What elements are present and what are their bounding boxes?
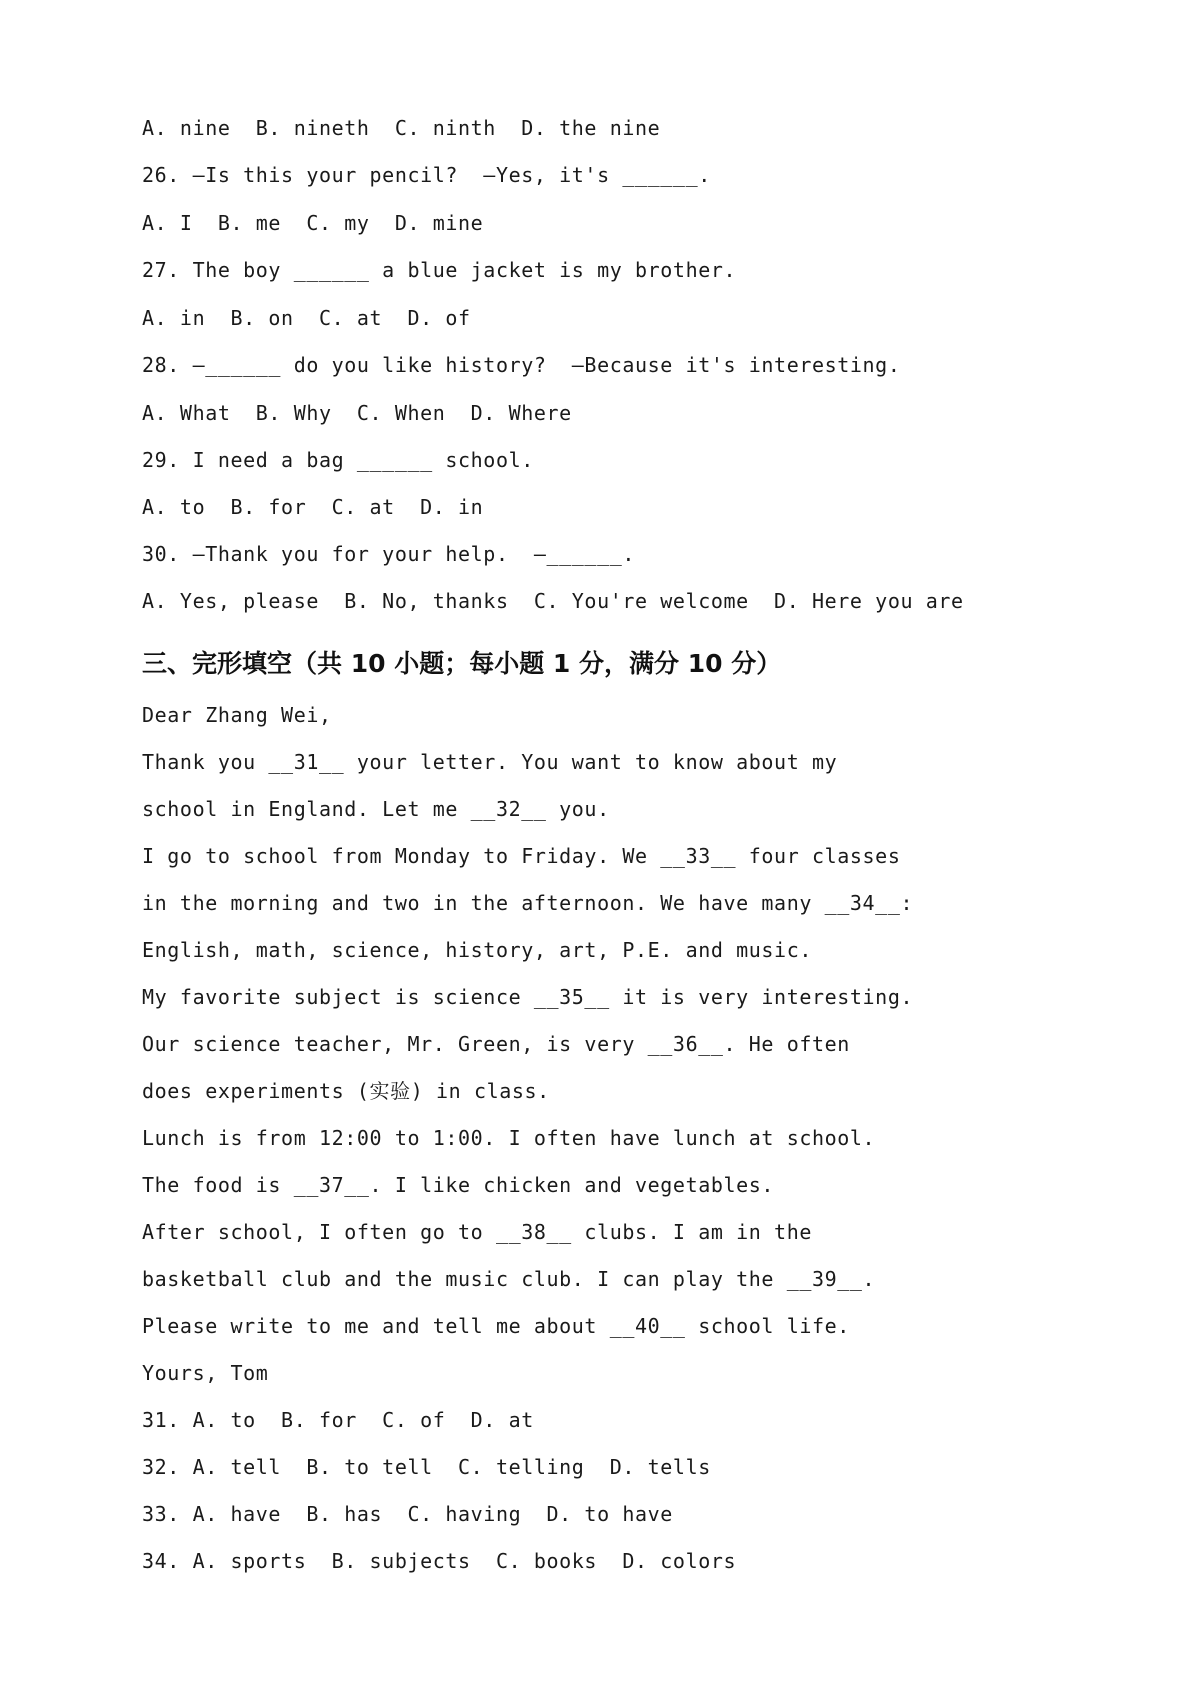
q28-options: A. What B. Why C. When D. Where <box>142 401 572 425</box>
passage-line: English, math, science, history, art, P.E. and music. <box>142 938 812 962</box>
passage-line: After school, I often go to __38__ clubs. I am in the <box>142 1220 812 1244</box>
q31-options: 31. A. to B. for C. of D. at <box>142 1408 534 1432</box>
passage-line: basketball club and the music club. I can play the __39__. <box>142 1267 876 1291</box>
q30-options: A. Yes, please B. No, thanks C. You're welcome D. Here you are <box>142 589 964 613</box>
q30-question: 30. —Thank you for your help. —______. <box>142 542 635 566</box>
passage-line: Thank you __31__ your letter. You want to know about my <box>142 750 838 774</box>
passage-line: Dear Zhang Wei, <box>142 703 332 727</box>
q32-options: 32. A. tell B. to tell C. telling D. tells <box>142 1455 711 1479</box>
section3-heading: 三、完形填空（共 10 小题；每小题 1 分，满分 10 分） <box>142 649 782 678</box>
q29-question: 29. I need a bag ______ school. <box>142 448 534 472</box>
passage-line: I go to school from Monday to Friday. We __33__ four classes <box>142 844 901 868</box>
q33-options: 33. A. have B. has C. having D. to have <box>142 1502 673 1526</box>
passage-line: Please write to me and tell me about __40__ school life. <box>142 1314 850 1338</box>
passage-line: My favorite subject is science __35__ it is very interesting. <box>142 985 914 1009</box>
q26-options: A. I B. me C. my D. mine <box>142 211 484 235</box>
passage-line: The food is __37__. I like chicken and vegetables. <box>142 1173 775 1197</box>
q26-question: 26. —Is this your pencil? —Yes, it's ______. <box>142 163 711 187</box>
passage-line: in the morning and two in the afternoon. We have many __34__: <box>142 891 914 915</box>
passage-signoff: Yours, Tom <box>142 1361 269 1385</box>
passage-line: Lunch is from 12:00 to 1:00. I often have lunch at school. <box>142 1126 876 1150</box>
q25-options: A. nine B. nineth C. ninth D. the nine <box>142 116 661 140</box>
q28-question: 28. —______ do you like history? —Because it's interesting. <box>142 353 901 377</box>
passage-line: school in England. Let me __32__ you. <box>142 797 610 821</box>
passage-line: Our science teacher, Mr. Green, is very __36__. He often <box>142 1032 850 1056</box>
q27-options: A. in B. on C. at D. of <box>142 306 471 330</box>
q27-question: 27. The boy ______ a blue jacket is my brother. <box>142 258 737 282</box>
passage-line: does experiments (实验) in class. <box>142 1079 550 1103</box>
q29-options: A. to B. for C. at D. in <box>142 495 484 519</box>
q34-options: 34. A. sports B. subjects C. books D. colors <box>142 1549 737 1573</box>
